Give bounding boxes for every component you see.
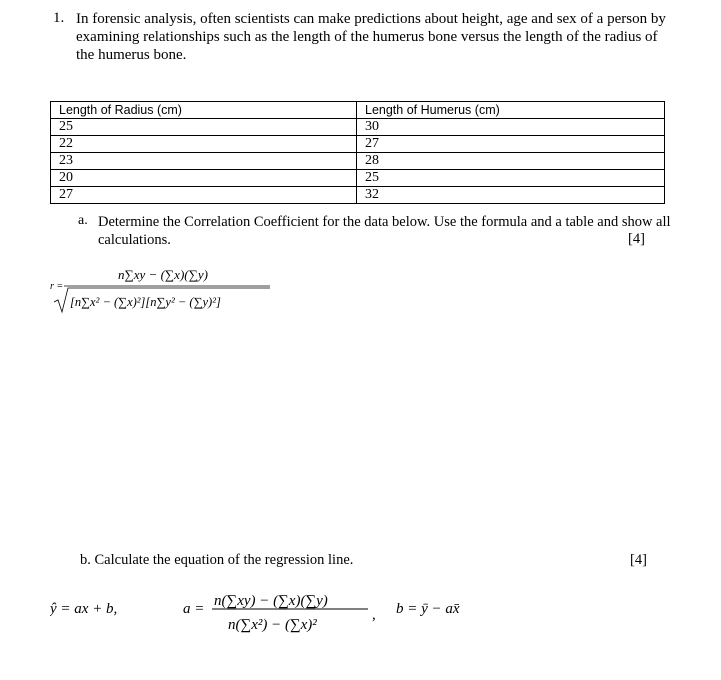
table-row xyxy=(51,187,665,204)
formula-a-denominator: n(∑x²) − (∑x)² xyxy=(228,617,317,633)
question-text: In forensic analysis, often scientists can make predictions about height, age and sex of a person by examining relationships such as the length of the humerus bone versus the length of the radius of the humerus bone. xyxy=(76,11,666,63)
table-row xyxy=(51,136,665,153)
radius-cell: 23 xyxy=(51,153,357,170)
table-row xyxy=(51,153,665,170)
data-table xyxy=(50,101,665,204)
part-b-text: Calculate the equation of the regression line. xyxy=(94,552,354,568)
formula-r-lhs: r = xyxy=(50,281,64,292)
formula-numerator: n∑xy − (∑x)(∑y) xyxy=(118,267,208,282)
formula-denominator: [n∑x² − (∑x)²][n∑y² − (∑y)²] xyxy=(70,295,221,309)
part-b-label xyxy=(80,552,353,569)
table-header-row xyxy=(51,102,665,119)
formula-a-lhs: a = xyxy=(183,601,205,617)
question-number: 1. xyxy=(53,10,65,26)
part-a-marks: [4] xyxy=(628,231,645,247)
correlation-formula xyxy=(50,262,290,322)
header-humerus: Length of Humerus (cm) xyxy=(357,102,665,119)
radius-cell: 27 xyxy=(51,187,357,204)
part-b-marks: [4] xyxy=(630,552,647,568)
humerus-cell: 30 xyxy=(357,119,665,136)
regression-formulas xyxy=(50,585,490,645)
radius-cell: 20 xyxy=(51,170,357,187)
table-row xyxy=(51,119,665,136)
table-row xyxy=(51,170,665,187)
part-a-text: Determine the Correlation Coefficient for the data below. Use the formula and a table and show all calculations. xyxy=(98,214,671,248)
part-b-letter: b. xyxy=(80,552,91,568)
header-radius: Length of Radius (cm) xyxy=(51,102,357,119)
formula-b: b = ȳ − ax̄ xyxy=(396,601,460,617)
formula-a-numerator: n(∑xy) − (∑x)(∑y) xyxy=(214,593,328,609)
formula-comma: , xyxy=(372,607,376,623)
part-a-label: a. xyxy=(78,213,88,228)
radius-cell: 25 xyxy=(51,119,357,136)
humerus-cell: 27 xyxy=(357,136,665,153)
formula-yhat: ŷ = ax + b, xyxy=(50,601,118,617)
humerus-cell: 25 xyxy=(357,170,665,187)
humerus-cell: 28 xyxy=(357,153,665,170)
humerus-cell: 32 xyxy=(357,187,665,204)
radius-cell: 22 xyxy=(51,136,357,153)
